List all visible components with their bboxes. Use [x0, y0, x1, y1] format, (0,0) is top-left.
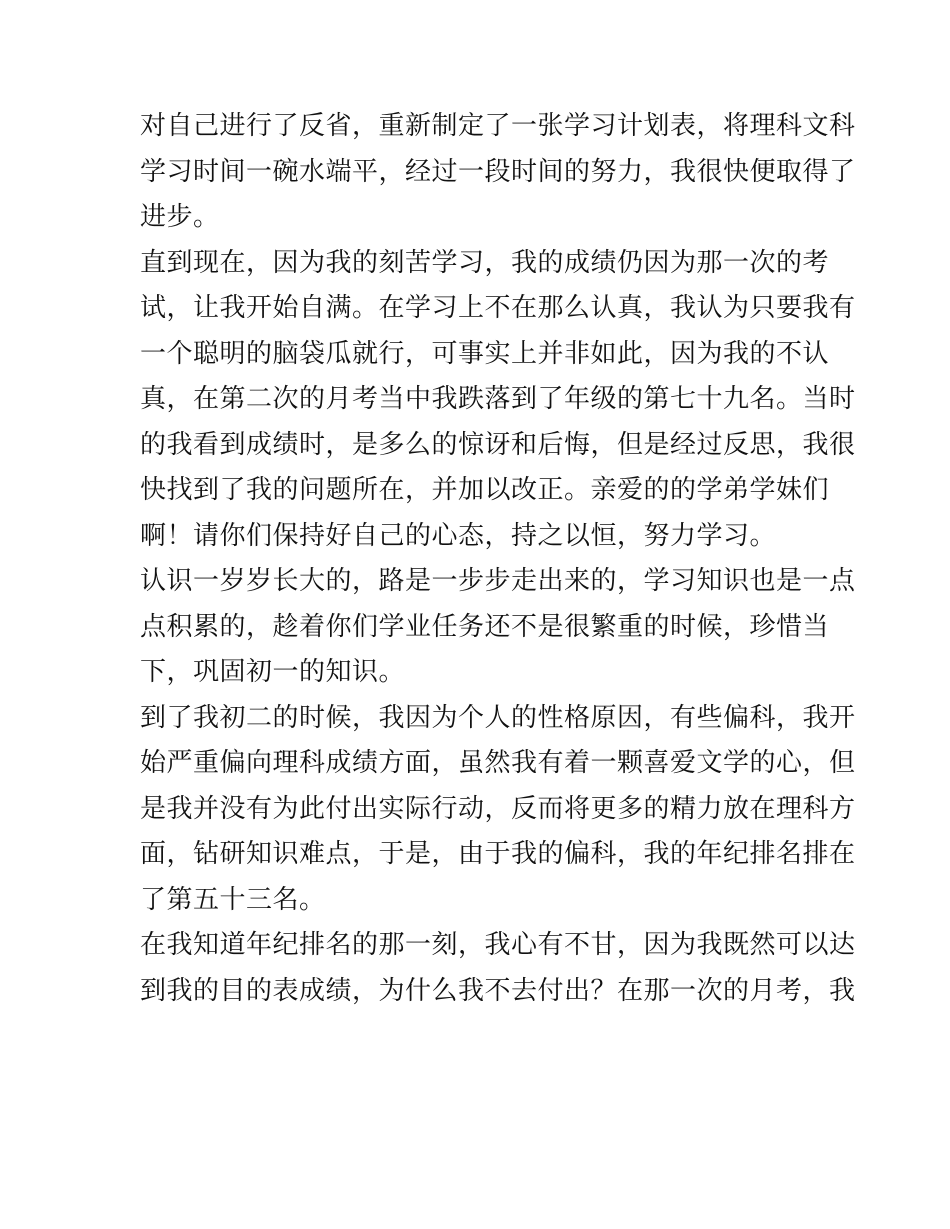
- text-line: 一个聪明的脑袋瓜就行，可事实上并非如此，因为我的不认: [140, 338, 830, 369]
- text-line: 是我并没有为此付出实际行动，反而将更多的精力放在理科方: [140, 793, 856, 824]
- text-line: 了第五十三名。: [140, 884, 326, 915]
- text-line: 在我知道年纪排名的那一刻，我心有不甘，因为我既然可以达: [140, 930, 856, 960]
- text-line: 认识一岁岁长大的，路是一步步走出来的，学习知识也是一点: [140, 566, 856, 596]
- text-line: 学习时间一碗水端平，经过一段时间的努力，我很快便取得了: [140, 156, 856, 187]
- text-line: 面，钻研知识难点，于是，由于我的偏科，我的年纪排名排在: [140, 839, 856, 869]
- text-line: 始严重偏向理科成绩方面，虽然我有着一颗喜爱文学的心，但: [140, 748, 856, 778]
- paragraph: [140, 104, 856, 241]
- text-line: 真，在第二次的月考当中我跌落到了年级的第七十九名。当时: [140, 384, 856, 414]
- text-line: 试，让我开始自满。在学习上不在那么认真，我认为只要我有: [140, 293, 856, 323]
- text-line: 啊！请你们保持好自己的心态，持之以恒，努力学习。: [140, 520, 777, 551]
- text-line: 下，巩固初一的知识。: [140, 657, 406, 687]
- text-line: 的我看到成绩时，是多么的惊讶和后悔，但是经过反思，我很: [140, 429, 856, 460]
- text-line: 进步。: [140, 202, 220, 232]
- paragraph: [140, 696, 856, 924]
- text-line: 对自己进行了反省，重新制定了一张学习计划表，将理科文科: [140, 111, 856, 141]
- text-line: 点积累的，趁着你们学业任务还不是很繁重的时候，珍惜当: [140, 611, 830, 642]
- paragraph: [140, 559, 856, 696]
- paragraph: [140, 241, 856, 560]
- text-line: 到了我初二的时候，我因为个人的性格原因，有些偏科，我开: [140, 702, 856, 733]
- text-line: 到我的目的表成绩，为什么我不去付出？在那一次的月考，我: [140, 975, 856, 1006]
- document-body: [140, 104, 856, 1014]
- paragraph: [140, 923, 856, 1014]
- text-line: 快找到了我的问题所在，并加以改正。亲爱的的学弟学妹们: [140, 475, 830, 505]
- text-line: 直到现在，因为我的刻苦学习，我的成绩仍因为那一次的考: [140, 247, 830, 278]
